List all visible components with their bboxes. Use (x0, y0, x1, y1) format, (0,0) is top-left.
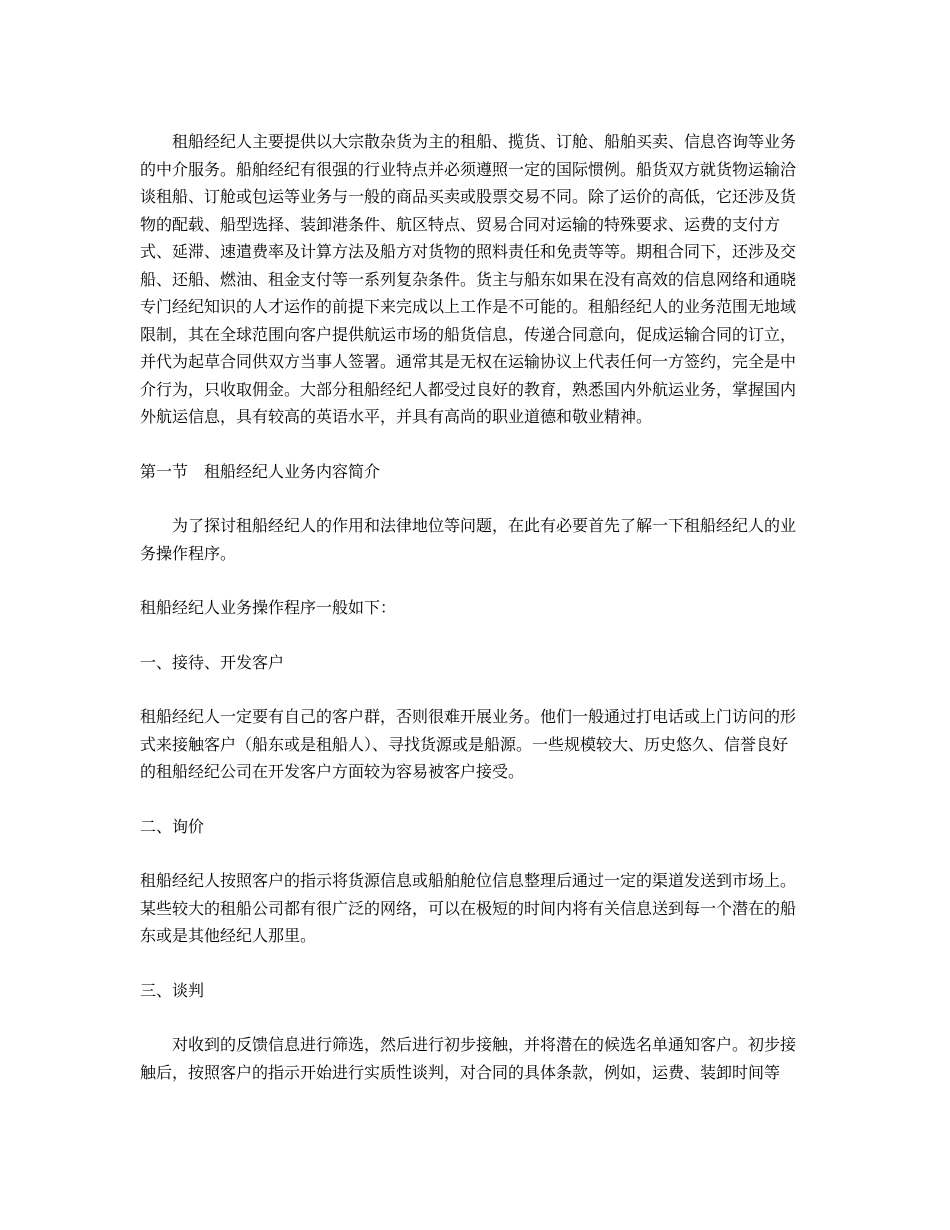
paragraph-line: 的租船经纪公司在开发客户方面较为容易被客户接受。 (140, 762, 525, 781)
paragraph-line: 专门经纪知识的人才运作的前提下来完成以上工作是不可能的。租船经纪人的业务范围无地域 (140, 297, 797, 316)
procedure-intro-text: 租船经纪人业务操作程序一般如下： (140, 598, 397, 617)
paragraph-line: 租船经纪人一定要有自己的客户群，否则很难开展业务。他们一般通过打电话或上门访问的形 (140, 707, 797, 726)
paragraph-line: 租船经纪人主要提供以大宗散杂货为主的租船、揽货、订舱、船舶买卖、信息咨询等业务 (172, 132, 797, 151)
paragraph-line: 介行为，只收取佣金。大部分租船经纪人都受过良好的教育，熟悉国内外航运业务，掌握国内 (140, 379, 797, 399)
section-heading (140, 458, 812, 486)
paragraph-line: 船、还船、燃油、租金支付等一系列复杂条件。货主与船东如果在没有高效的信息网络和通晓 (140, 269, 797, 289)
step-heading (140, 977, 812, 1005)
step-title: 二、询价 (140, 816, 205, 836)
paragraph-line: 物的配载、船型选择、装卸港条件、航区特点、贸易合同对运输的特殊要求、运费的支付方 (140, 214, 781, 234)
paragraph-line: 的中介服务。船舶经纪有很强的行业特点并必须遵照一定的国际惯例。船货双方就货物运输洽 (140, 159, 797, 179)
step-title: 一、接待、开发客户 (140, 652, 285, 672)
step-heading (140, 649, 812, 677)
paragraph-line: 外航运信息，具有较高的英语水平，并具有高尚的职业道德和敬业精神。 (140, 407, 653, 426)
paragraph-line: 并代为起草合同供双方当事人签署。通常其是无权在运输协议上代表任何一方签约，完全是中 (140, 352, 797, 371)
section-intro-paragraph (140, 512, 812, 567)
step-title: 三、谈判 (140, 980, 205, 1000)
paragraph-line: 式来接触客户（船东或是租船人）、寻找货源或是船源。一些规模较大、历史悠久、信誉良好 (140, 734, 789, 754)
paragraph-line: 式、延滞、速遣费率及计算方法及船方对货物的照料责任和免责等等。期租合同下，还涉及交 (140, 242, 797, 261)
step-paragraph (140, 867, 812, 950)
step-paragraph (140, 1031, 812, 1086)
paragraph-line: 东或是其他经纪人那里。 (140, 926, 317, 945)
paragraph-line: 对收到的反馈信息进行筛选，然后进行初步接触，并将潜在的候选名单通知客户。初步接 (172, 1035, 797, 1054)
paragraph-line: 某些较大的租船公司都有很广泛的网络，可以在极短的时间内将有关信息送到每一个潜在的船 (140, 898, 797, 918)
document-page (140, 128, 812, 1086)
paragraph-line: 触后，按照客户的指示开始进行实质性谈判，对合同的具体条款，例如，运费、装卸时间等 (140, 1062, 781, 1082)
paragraph-line: 谈租船、订舱或包运等业务与一般的商品买卖或股票交易不同。除了运价的高低，它还涉及货 (140, 187, 797, 206)
step-heading (140, 813, 812, 841)
procedure-intro (140, 594, 812, 622)
paragraph-line: 限制，其在全球范围向客户提供航运市场的船货信息，传递合同意向，促成运输合同的订立， (140, 324, 797, 344)
paragraph-line: 务操作程序。 (140, 543, 237, 563)
intro-paragraph (140, 128, 812, 431)
step-paragraph (140, 703, 812, 786)
paragraph-line: 租船经纪人按照客户的指示将货源信息或船舶舱位信息整理后通过一定的渠道发送到市场上。 (140, 871, 797, 890)
section-title: 第一节 租船经纪人业务内容简介 (140, 461, 381, 481)
paragraph-line: 为了探讨租船经纪人的作用和法律地位等问题，在此有必要首先了解一下租船经纪人的业 (172, 516, 797, 535)
